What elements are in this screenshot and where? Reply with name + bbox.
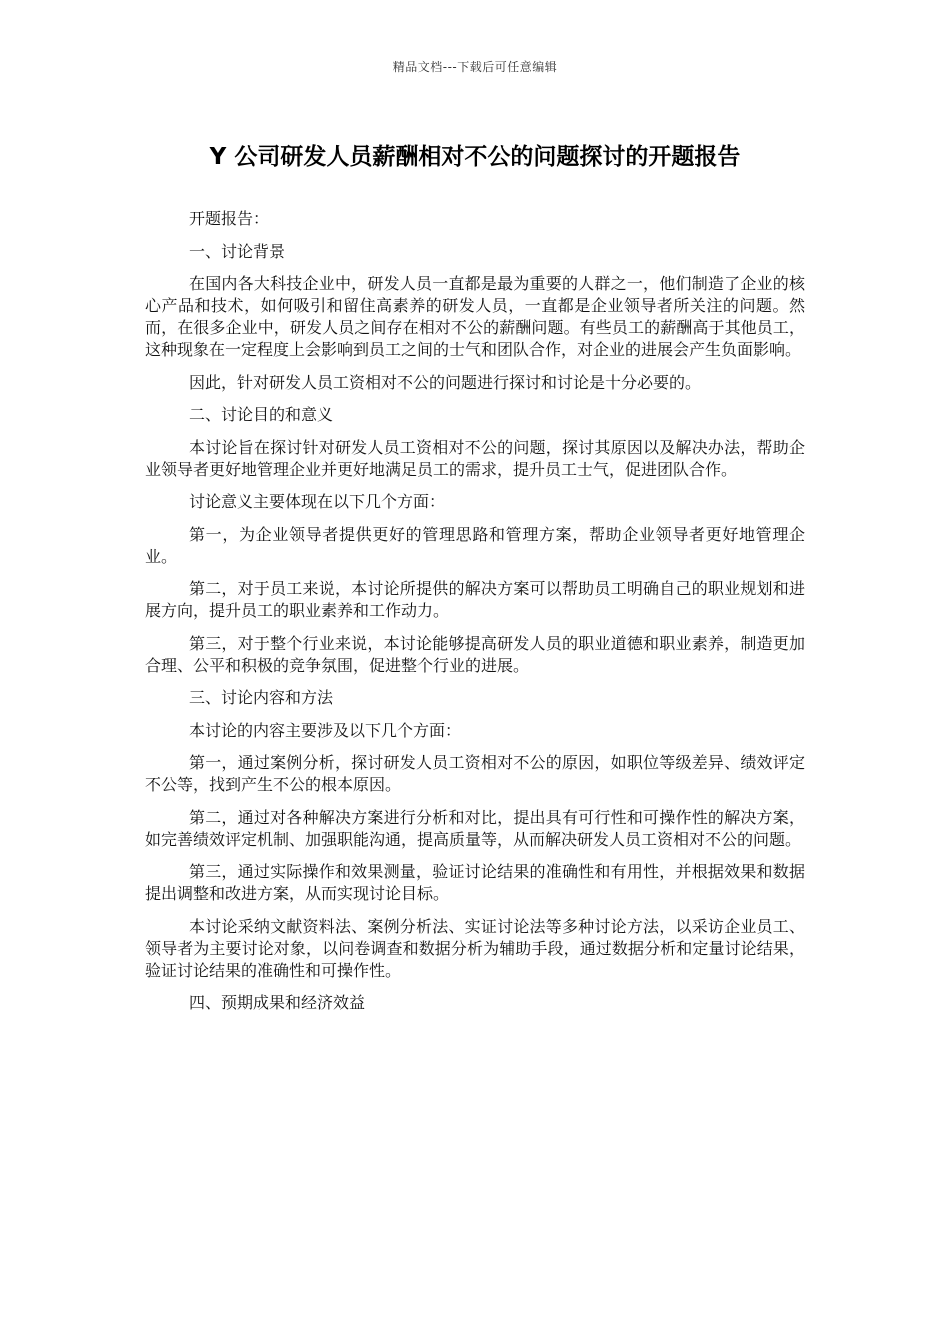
paragraph-content-1: 第一，通过案例分析，探讨研发人员工资相对不公的原因，如职位等级差异、绩效评定不公等，找到产生不公的根本原因。 — [145, 753, 805, 794]
paragraph-significance-1: 第一，为企业领导者提供更好的管理思路和管理方案，帮助企业领导者更好地管理企业。 — [145, 524, 805, 566]
document-body — [145, 208, 805, 1025]
section-heading-content-method: 三、讨论内容和方法 — [189, 688, 334, 707]
section-heading-outcomes: 四、预期成果和经济效益 — [189, 993, 366, 1012]
section-heading-background: 一、讨论背景 — [189, 241, 286, 261]
paragraph-report-label: 开题报告： — [189, 209, 270, 228]
paragraph-significance-intro: 讨论意义主要体现在以下几个方面： — [189, 492, 446, 511]
header-watermark: 精品文档---下载后可任意编辑 — [392, 60, 558, 74]
paragraph-necessity: 因此，针对研发人员工资相对不公的问题进行探讨和讨论是十分必要的。 — [189, 372, 702, 392]
paragraph-methods: 本讨论采纳文献资料法、案例分析法、实证讨论法等多种讨论方法，以采访企业员工、领导者为主要讨论对象，以问卷调查和数据分析为辅助手段，通过数据分析和定量讨论结果，验证讨论结果的准确性和可操作性。 — [145, 916, 805, 980]
paragraph-content-3: 第三，通过实际操作和效果测量，验证讨论结果的准确性和有用性，并根据效果和数据提出调整和改进方案，从而实现讨论目标。 — [145, 862, 805, 903]
section-heading-purpose: 二、讨论目的和意义 — [189, 405, 334, 424]
paragraph-significance-2: 第二，对于员工来说，本讨论所提供的解决方案可以帮助员工明确自己的职业规划和进展方向，提升员工的职业素养和工作动力。 — [145, 579, 805, 620]
paragraph-purpose: 本讨论旨在探讨针对研发人员工资相对不公的问题，探讨其原因以及解决办法，帮助企业领导者更好地管理企业并更好地满足员工的需求，提升员工士气，促进团队合作。 — [145, 437, 805, 479]
paragraph-significance-3: 第三，对于整个行业来说，本讨论能够提高研发人员的职业道德和职业素养，制造更加合理、公平和积极的竞争氛围，促进整个行业的进展。 — [145, 633, 805, 675]
document-title: Y 公司研发人员薪酬相对不公的问题探讨的开题报告 — [209, 144, 741, 170]
paragraph-content-intro: 本讨论的内容主要涉及以下几个方面： — [189, 720, 462, 740]
paragraph-background: 在国内各大科技企业中，研发人员一直都是最为重要的人群之一，他们制造了企业的核心产品和技术，如何吸引和留住高素养的研发人员，一直都是企业领导者所关注的问题。然而，在很多企业中，研发人员之间存在相对不公的薪酬问题。有些员工的薪酬高于其他员工，这种现象在一定程度上会影响到员工之间的士气和团队合作，对企业的进展会产生负面影响。 — [145, 274, 805, 359]
paragraph-content-2: 第二，通过对各种解决方案进行分析和对比，提出具有可行性和可操作性的解决方案，如完善绩效评定机制、加强职能沟通，提高质量等，从而解决研发人员工资相对不公的问题。 — [145, 807, 805, 849]
